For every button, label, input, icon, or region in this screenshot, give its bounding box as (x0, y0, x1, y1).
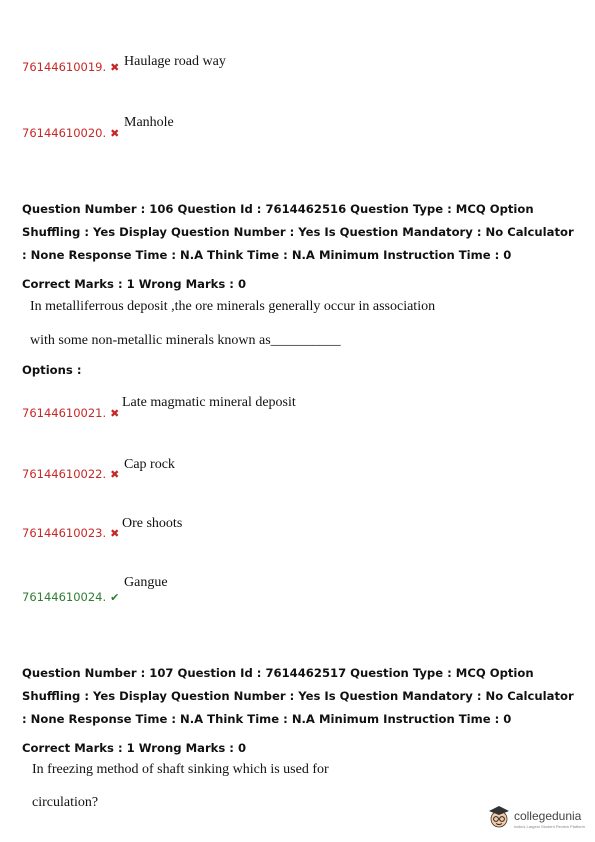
option-id: 76144610022. (22, 467, 107, 481)
collegedunia-logo (487, 804, 585, 830)
option-text: Gangue (124, 575, 168, 590)
option-text: Late magmatic mineral deposit (122, 395, 296, 410)
mascot-icon (487, 804, 511, 830)
question-header: Question Number : 107 Question Id : 7614462517 Question Type : MCQ Option Shuffling : Yes Display Question Number : Yes Is Question Mandatory : No Calculator : None Response Time : N.A Think Time : N.A Minimum Instruction Time : 0 (22, 666, 574, 726)
option-row (22, 463, 119, 482)
option-id: 76144610019. (22, 60, 107, 74)
option-id: 76144610023. (22, 526, 107, 540)
cross-icon: ✖ (110, 468, 120, 481)
question-text-line: circulation? (32, 795, 99, 810)
logo-tagline: India's Largest Student Review Platform (513, 824, 585, 829)
option-text: Haulage road way (124, 54, 226, 69)
option-text: Ore shoots (122, 516, 183, 531)
cross-icon: ✖ (110, 527, 120, 540)
option-id: 76144610021. (22, 406, 107, 420)
question-marks: Correct Marks : 1 Wrong Marks : 0 (22, 277, 247, 291)
option-id: 76144610024. (22, 590, 107, 604)
option-row (22, 522, 119, 541)
check-icon: ✔ (110, 591, 120, 604)
option-row (22, 56, 119, 75)
option-row (22, 122, 119, 141)
option-row (22, 586, 119, 605)
cross-icon: ✖ (110, 127, 120, 140)
option-id: 76144610020. (22, 126, 107, 140)
question-header: Question Number : 106 Question Id : 7614462516 Question Type : MCQ Option Shuffling : Yes Display Question Number : Yes Is Question Mandatory : No Calculator : None Response Time : N.A Think Time : N.A Minimum Instruction Time : 0 (22, 202, 574, 262)
logo-name: collegedunia (513, 809, 582, 823)
question-text-line: In freezing method of shaft sinking which is used for (32, 762, 329, 777)
option-text: Manhole (124, 115, 174, 130)
options-label: Options : (22, 363, 82, 377)
cross-icon: ✖ (110, 407, 120, 420)
option-text: Cap rock (124, 457, 175, 472)
cross-icon: ✖ (110, 61, 120, 74)
question-text-line: with some non-metallic minerals known as__________ (30, 333, 341, 348)
option-row (22, 402, 119, 421)
question-marks: Correct Marks : 1 Wrong Marks : 0 (22, 741, 247, 755)
question-text-line: In metalliferrous deposit ,the ore minerals generally occur in association (30, 299, 436, 314)
